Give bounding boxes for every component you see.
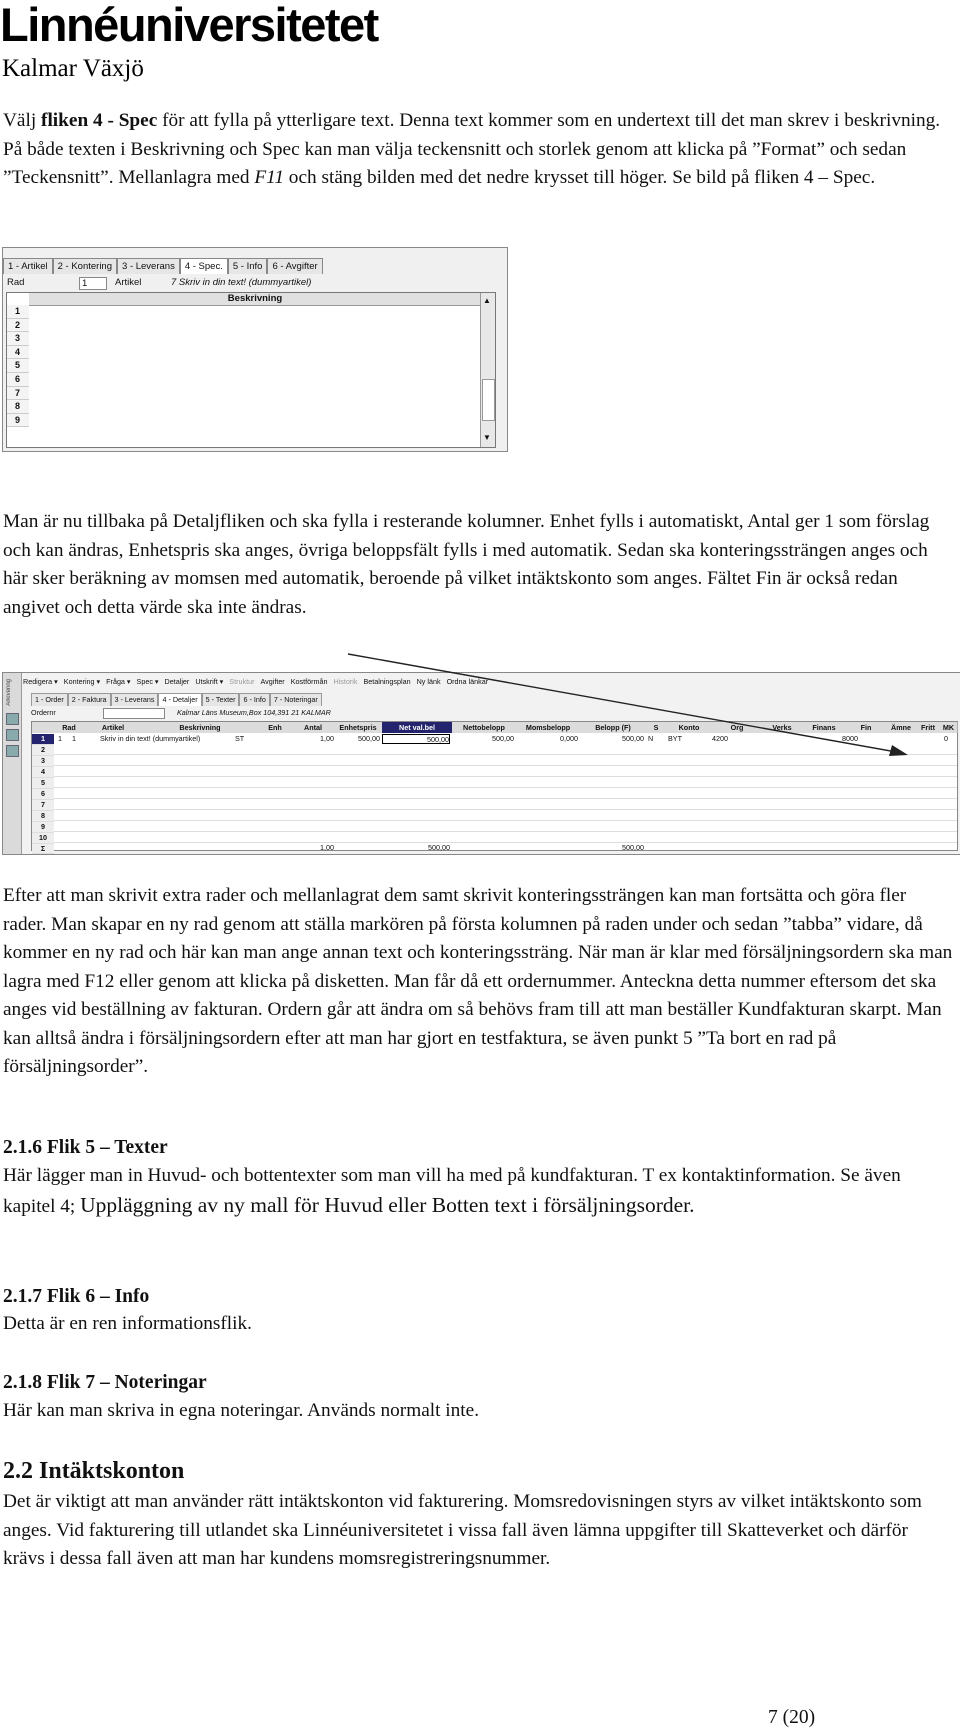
tab-faktura[interactable]: 2 - Faktura [68, 693, 111, 706]
cell-belopp-f[interactable]: 500,00 [622, 734, 644, 743]
row-number: 4 [7, 346, 29, 360]
col-header-org: Org [712, 722, 763, 733]
intro-paragraph: Välj fliken 4 - Spec för att fylla på ytterligare text. Denna text kommer som en undertext till det man skrev i beskrivning. På både texten i Beskrivning och Spec kan man välja teckensnitt och storlek genom att klicka på ”Format” och sedan ”Teckensnitt”. Mellanlagra med F11 och stäng bilden med det nedre krysset till höger. Se bild på fliken 4 – Spec. [3, 110, 941, 188]
menu-ny-lank[interactable]: Ny länk [416, 677, 441, 686]
col-header-momsbelopp: Momsbelopp [516, 722, 581, 733]
section-heading-2-1-8: 2.1.8 Flik 7 – Noteringar [3, 1372, 207, 1393]
cell-antal[interactable]: 1,00 [320, 734, 334, 743]
cell-enh[interactable]: ST [235, 734, 245, 743]
menu-kontering[interactable]: Kontering ▾ [63, 677, 101, 686]
rad-label: Rad [7, 277, 25, 288]
menu-struktur[interactable]: Struktur [229, 677, 255, 686]
side-panel-icon[interactable] [6, 745, 19, 757]
side-panel-icon[interactable] [6, 713, 19, 725]
section-text-2-2: Det är viktigt att man använder rätt intäktskonton vid fakturering. Momsredovisningen styrs av vilket intäktskonto som anges. Vid fakturering till utlandet ska Linnéuniversitetet i vissa fall även lämna uppgifter till Skatteverket och därför krävs i dessa fall även att man har kundens momsregistreringsnummer. [3, 1491, 922, 1569]
row-number[interactable]: 7 [32, 800, 54, 811]
rows-paragraph: Efter att man skrivit extra rader och mellanlagrat dem samt skrivit konteringssträngen kan man fortsätta och göra fler rader. Man skapar en ny rad genom att ställa markören på första kolumnen på raden under och sedan ”tabba” vidare, då kommer en ny rad och här kan man ange annan text och konteringssträng. När man är klar med försäljningsordern ska man lagra med F12 eller genom att klicka på disketten. Man får då ett ordernummer. Anteckna detta nummer eftersom det ska anges vid beställning av fakturan. Ordern går att ändra om så behövs fram till att man beställer Kundfakturan skarpt. Man kan alltså ändra i försäljningsordern efter att man har gjort en testfaktura, se även punkt 5 ”Ta bort en rad på försäljningsorder”. [3, 885, 953, 1077]
sum-antal: 1,00 [320, 843, 334, 852]
col-header-enh: Enh [258, 722, 293, 733]
col-header-net-val-bel: Net val.bel [382, 722, 453, 733]
cell-s[interactable]: N [648, 734, 654, 743]
row-number[interactable]: 4 [32, 767, 54, 778]
menu-betalningsplan[interactable]: Betalningsplan [363, 677, 411, 686]
cell-nettobelopp[interactable]: 500,00 [492, 734, 514, 743]
section-heading-2-2: 2.2 Intäktskonton [3, 1458, 185, 1484]
spec-row-info [3, 276, 507, 290]
artikel-value: 7 Skriv in din text! (dummyartikel) [171, 277, 312, 288]
tab-spec[interactable]: 4 - Spec. [180, 258, 228, 274]
side-panel [3, 673, 22, 854]
cell-konto[interactable]: BYT [668, 734, 682, 743]
row-number[interactable]: 9 [32, 822, 54, 833]
menu-historik[interactable]: Historik [333, 677, 358, 686]
university-logo: Linnéuniversitetet [0, 0, 378, 51]
menu-fraga[interactable]: Fråga ▾ [106, 677, 131, 686]
col-header-enhetspris: Enhetspris [334, 722, 383, 733]
cell-momsbelopp[interactable]: 0,000 [560, 734, 578, 743]
rad-input[interactable]: 1 [79, 277, 107, 290]
menu-kostformon[interactable]: Kostförmån [290, 677, 328, 686]
spec-scrollbar[interactable] [480, 293, 495, 447]
menu-detaljer[interactable]: Detaljer [164, 677, 190, 686]
cell-artikel[interactable]: 1 [72, 734, 76, 743]
row-number: 8 [7, 400, 29, 414]
scroll-down-icon[interactable]: ▼ [483, 433, 491, 442]
scroll-thumb[interactable] [482, 379, 495, 421]
spec-grid[interactable] [6, 292, 496, 448]
scroll-up-icon[interactable]: ▲ [483, 296, 491, 305]
detail-paragraph: Man är nu tillbaka på Detaljfliken och ska fylla i resterande kolumner. Enhet fylls i automatiskt, Antal ger 1 som förslag och kan ändras, Enhetspris ska anges, övriga beloppsfält fylls i med automatik. Sedan ska konteringssträngen anges och här sker beräkning av momsen med automatik, beroende på vilket intäktskonto som anges. Fältet Fin är också redan angivet och detta värde ska inte ändras. [3, 511, 930, 618]
tab-kontering[interactable]: 2 - Kontering [53, 258, 117, 274]
col-header-s: S [646, 722, 667, 733]
menu-redigera[interactable]: Redigera ▾ [23, 677, 58, 686]
section-text-2-1-6: Här lägger man in Huvud- och bottentexter som man vill ha med på kundfakturan. T ex kontaktinformation. Se även kapitel 4; Uppläggning av ny mall för Huvud eller Botten text i försäljningsorder. [3, 1165, 901, 1217]
col-header-verks: Verks [762, 722, 803, 733]
cell-rad[interactable]: 1 [58, 734, 62, 743]
row-number: 5 [7, 359, 29, 373]
row-number[interactable]: 1 [32, 734, 54, 745]
side-panel-label: Arkivering [6, 679, 12, 706]
row-number[interactable]: 10 [32, 833, 54, 844]
ordernr-input[interactable] [103, 708, 165, 719]
cell-enhetspris[interactable]: 500,00 [358, 734, 380, 743]
col-header-fritt: Fritt [916, 722, 941, 733]
col-header-amne: Ämne [886, 722, 917, 733]
tab-detaljer[interactable]: 4 - Detaljer [158, 693, 201, 706]
tab-info[interactable]: 6 - Info [239, 693, 269, 706]
artikel-label: Artikel [115, 277, 142, 288]
customer-info: Kalmar Läns Museum,Box 104,391 21 KALMAR [177, 708, 331, 717]
spec-tab-screenshot [2, 247, 508, 452]
tab-artikel[interactable]: 1 - Artikel [3, 258, 53, 274]
ordernr-label: Ordernr [31, 708, 56, 717]
tab-leverans[interactable]: 3 - Leverans [117, 258, 180, 274]
cell-org[interactable]: 4200 [712, 734, 728, 743]
tab-texter[interactable]: 5 - Texter [202, 693, 240, 706]
tab-noteringar[interactable]: 7 - Noteringar [270, 693, 322, 706]
tab-leverans[interactable]: 3 - Leverans [111, 693, 159, 706]
row-number[interactable]: 3 [32, 756, 54, 767]
row-number: 7 [7, 387, 29, 401]
page-number: 7 (20) [768, 1707, 816, 1728]
cell-fin[interactable]: 8000 [842, 734, 858, 743]
col-header-beskrivning: Beskrivning [142, 722, 259, 733]
tab-info[interactable]: 5 - Info [228, 258, 268, 274]
arrow-annotation [340, 650, 920, 760]
menu-utskrift[interactable]: Utskrift ▾ [195, 677, 224, 686]
cell-beskrivning[interactable]: Skriv in din text! (dummyartikel) [100, 734, 201, 743]
row-number[interactable]: 8 [32, 811, 54, 822]
section-heading-2-1-7: 2.1.7 Flik 6 – Info [3, 1286, 150, 1307]
col-header-fin: Fin [846, 722, 887, 733]
row-number: 6 [7, 373, 29, 387]
col-header-rad: Rad [54, 722, 85, 733]
cell-mk[interactable]: 0 [944, 734, 948, 743]
section-text-2-1-8: Här kan man skriva in egna noteringar. Används normalt inte. [3, 1400, 480, 1421]
section-heading-2-1-6: 2.1.6 Flik 5 – Texter [3, 1137, 168, 1158]
col-header-rownum [32, 722, 55, 733]
col-header-konto: Konto [666, 722, 713, 733]
row-number[interactable]: 5 [32, 778, 54, 789]
col-header-finans: Finans [802, 722, 847, 733]
spec-tabs [3, 258, 323, 274]
sum-label: Σ [32, 844, 54, 854]
row-number[interactable]: 2 [32, 745, 54, 756]
col-header-belopp-f: Belopp (F) [580, 722, 647, 733]
row-number: 1 [7, 305, 29, 319]
tab-avgifter[interactable]: 6 - Avgifter [267, 258, 322, 274]
tab-order[interactable]: 1 - Order [31, 693, 68, 706]
cell-net-val-bel[interactable]: 500,00 [382, 734, 450, 744]
col-header-mk: MK [940, 722, 958, 733]
sum-belopp-f: 500,00 [622, 843, 644, 852]
col-header-nettobelopp: Nettobelopp [452, 722, 517, 733]
menu-ordna-lankar[interactable]: Ordna länkar [446, 677, 489, 686]
row-number[interactable]: 6 [32, 789, 54, 800]
university-logo-subtitle: Kalmar Växjö [2, 55, 144, 82]
row-number: 3 [7, 332, 29, 346]
menu-avgifter[interactable]: Avgifter [260, 677, 285, 686]
menu-spec[interactable]: Spec ▾ [136, 677, 159, 686]
side-panel-icon[interactable] [6, 729, 19, 741]
col-header-antal: Antal [292, 722, 335, 733]
beskrivning-header: Beskrivning [29, 293, 481, 306]
order-tabs [31, 693, 322, 706]
row-number: 2 [7, 319, 29, 333]
row-number: 9 [7, 414, 29, 428]
sum-net-val-bel: 500,00 [428, 843, 450, 852]
section-text-2-1-7: Detta är en ren informationsflik. [3, 1313, 252, 1334]
col-header-artikel: Artikel [84, 722, 143, 733]
spec-row-numbers [7, 305, 29, 427]
